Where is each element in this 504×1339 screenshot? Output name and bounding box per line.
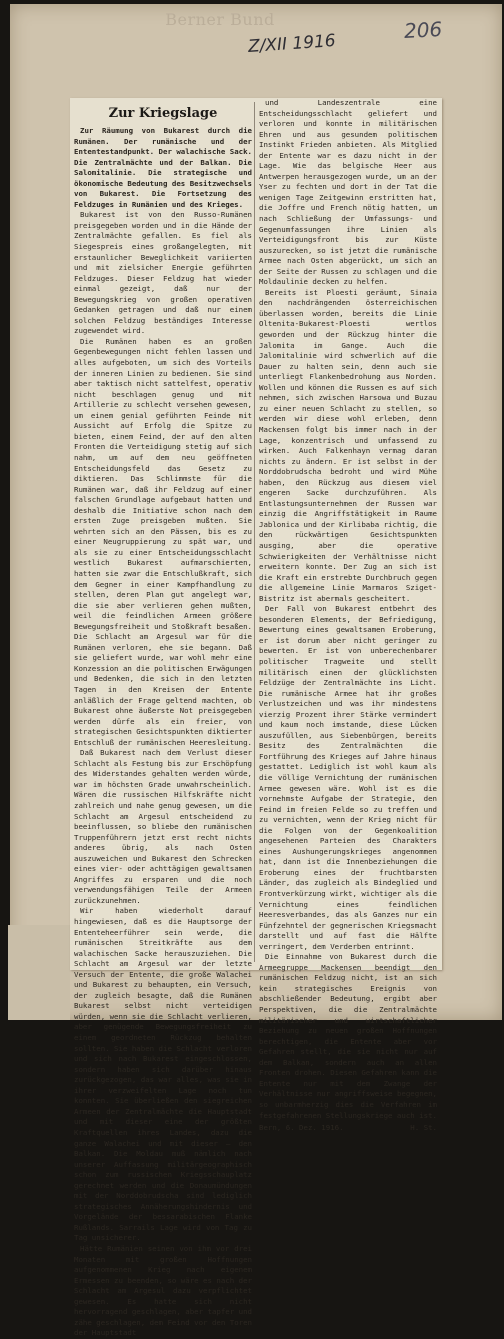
article-paragraph: Wir haben wiederholt darauf hingewiesen, daß es die Hauptsorge der Ententeheerführer sein werde, die rumänischen Streitkräfte aus dem walachischen Sacke herauszuziehen. Die Schlacht am Argesul war der letzte Versuch der Entente, die große Walachei und Bukarest zu behaupten, ein Versuch, der zugleich besagte, daß die Rumänen Bukarest selbst nicht verteidigen würden, wenn sie die Schlacht verlieren, aber genügende Bewegungsfreiheit zu einem geordneten Rückzug behalten sollten. Sie haben die Schlacht verloren und sich nach Bukarest eingeschlossen, sondern haben sich darüber hinaus zurückgezogen, das war alles, was sie in ihrer verzweifelten Lage noch tun konnten. Sie überließen den siegreichen Armeen der Zentralmächte die Hauptstadt und mit dieser eine der größten Kraftquellen ihres Landes, dazu die ganze Walachei und mit dieser — den Balkan. Die Moldau muß nämlich nach unserer Auffassung militärgeographisch schon zum russischen Kriegsschauplatz gerechnet werden und die Donaumündungen mit der Norddobrudscha sind lediglich strategisches Annäherungshindernis und Vorgelände der bessarabischen Flanke Rußlands. Sarrails Lage wird von Tag zu Tag unsicherer. [74,906,252,1243]
column-divider [254,102,255,962]
newspaper-masthead: Berner Bund [165,10,275,29]
article-paragraph: Der Fall von Bukarest entbehrt des besonderen Elements, der Befriedigung, Bewertung eines gewaltsamen Eroberung, er ist dorum aber nicht geringer zu bewerten. Er ist von unberechenbarer politischer Tragweite und stellt militärisch einen der glücklichsten Feldzüge der Zentralmächte ins Licht. Die rumänische Armee hat ihr großes Verlustzeichen und was ihr mindestens vierzig Prozent ihrer Stärke vermindert und kaum noch imstande, diese Lücken auszufüllen, aus Siebenbürgen, bereits Besitz des Zentralmächten die Fortführung des Krieges auf Jahre hinaus gestattet. Lediglich ist wohl kaum als die völlige Vernichtung der rumänischen Armee gewesen wäre. Wohl ist es die vornehmste Aufgabe der Strategie, den Feind im freien Felde so zu treffen und zu vernichten, wenn der Krieg nicht für die Folgen von der Gegenkoalition angesehenen Parteien des Charakters eines Aushungerungskrieges angenommen hat, dann ist die Innenbeziehungen die Eroberung eines der fruchtbarsten Länder, das zugleich als Bindeglied und Frontverkürzung wirkt, wichtiger als die Vernichtung eines feindlichen Heeresverbandes, das als Ganzes nur ein Fünfzehntel der gegnerischen Kriegsmacht darstellt und auf fast die Hälfte verringert, dem Verderben entrinnt. [259,604,437,951]
article-paragraph: Bukarest ist von den Russo-Rumänen preisgegeben worden und in die Hände der Zentralmächte gefallen. Es fiel als Siegespreis eines großangelegten, mit erstaunlicher Beweglichkeit variierten und mit zielsicher Energie geführten Feldzuges. Dieser Feldzug hat wieder einmal gezeigt, daß nur der Bewegungskrieg von großen operativen Gedanken getragen und daß nur einem solchen Feldzug beständiges Interesse zugewendet wird. [74,210,252,336]
newspaper-clipping [70,98,442,1338]
article-author: H. St. [410,1123,437,1133]
article-paragraph: Die Einnahme von Bukarest durch die Armeegruppe Mackensen beendigt den rumänischen Feldzug nicht, ist an sich kein strategisches Ereignis von abschließender Bedeutung, ergibt aber Perspektiven, die die Zentralmächte militärischer und wirtschaftlicher Beziehung zu neuen großen Hoffnungen berechtigen, die Entente aber vor Gefahren stellt, die sie nicht nur auf dem Balkan, sondern auch an allen Fronten drohen. Diesen Gefahren kann die Entente nur mit dem Zwange der Verhältnisse nur angriffsweise begegnen, so unbarmherzig dies die Verfahren im festgefahrenen Stellungskriege auch ist. [259,952,437,1120]
article-paragraph: Die Rumänen haben es an großen Gegenbewegungen nicht fehlen lassen und alles aufgeboten, um sich des Vorteils der inneren Linien zu bedienen. Sie sind aber taktisch nicht sattelfest, operativ nicht beschlagen genug und mit Artillerie zu schlecht versehen gewesen, um einem genial geführten Feinde mit Aussicht auf Erfolg die Spitze zu bieten, einem Feind, der auf den alten Fronten die Verteidigung stetig auf sich nahm, um auf dem neu geöffneten Entscheidungsfeld das Gesetz zu diktieren. Das Schlimmste für die Rumänen war, daß ihr Feldzug auf einer falschen Grundlage aufgebaut hatten und deshalb die Initiative schon nach dem ersten Zuge preisgeben mußten. Sie wehrten sich an den Pässen, bis es zu einer Neugruppierung zu spät war, und als sie zu einer Entscheidungsschlacht westlich Bukarest aufmarschierten, hatten sie zwar die Entschlußkraft, sich dem Gegner in einer Kampfhandlung zu stellen, deren Plan gut angelegt war, die sie aber verlieren gehen mußten, weil die feindlichen Armeen größere Bewegungsfreiheit und Stoßkraft besaßen. Die Schlacht am Argesul war für die Rumänen verloren, ehe sie begann. Daß sie geliefert wurde, war wohl mehr eine Konzession an die politischen Erwägungen und Bedenken, die sich in den letzten Tagen in den Kreisen der Entente anläßlich der Frage geltend machten, ob Bukarest ohne äußerste Not preisgegeben werden dürfe als ein freier, von strategischen Gesichtspunkten diktierter Entschluß der rumänischen Heeresleitung. [74,336,252,747]
article-paragraph: Daß Bukarest nach dem Verlust dieser Schlacht als Festung bis zur Erschöpfung des Widerstandes gehalten werden würde, war im höchsten Grade unwahrscheinlich. Wären die russischen Hilfskräfte nicht zahlreich und nahe genug gewesen, um die Schlacht am Argesul entscheidend zu beeinflussen, so bliebe den rumänischen Truppenführern jetzt erst recht nichts anderes übrig, als nach Osten auszuweichen und Bukarest den Schrecken eines vier- oder achttägigen gewaltsamen Angriffes zu ersparen und die noch verwendungsfähigen Teile der Armeen zurückzunehmen. [74,748,252,905]
handwritten-date: Z/XII 1916 [247,30,337,58]
article-paragraph: Hätte Rumänien seinen von ihm vor drei Monaten mit großen Hoffnungen aufgenommenen Krieg nach eigenem Ermessen zu beenden, so wäre es nach der Schlacht am Argesul dazu verpflichtet gewesen. Es hatte sich nicht hervorragend geschlagen, aber tapfer und zähe geschlagen, dem Feind vor den Toren der Hauptstadt [74,1243,252,1338]
article-column-right [259,98,437,1133]
article-dateline: Bern, 6. Dez. 1916. [259,1123,344,1133]
page-edge-tab [8,925,70,1020]
article-lead: Zur Räumung von Bukarest durch die Rumänen. Der rumänische und der Ententestandpunkt. Der walachische Sack. Die Zentralmächte und der Balkan. Die Salomitalinie. Die strategische und ökonomische Bedeutung des Besitzwechsels von Bukarest. Die Fortsetzung des Feldzuges in Rumänien und des Krieges. [74,126,252,209]
article-paragraph: Bereits ist Ploesti geräumt, Sinaia den nachdrängenden österreichischen überlassen worden, bereits die Linie Oltenita-Bukarest-Ploesti wertlos geworden und der Rückzug hinter die Jalomita im Gange. Auch die Jalomitalinie wird schwerlich auf die Dauer zu halten sein, denn auch sie unterliegt Flankenbedrohung aus Norden. Wollen und können die Russen es auf sich nehmen, sich zwischen Harsowa und Buzau zu einer neuen Schlacht zu stellen, so werden wir diese wohl erleben, denn Mackensen folgt bis immer nach in der Lage, konzentrisch und umfassend zu wirken. Auch Falkenhayn vermag daran nichts zu ändern. Er ist selbst in der Norddobrudscha bedroht und wird Mühe haben, den Rückzug aus diesem viel engeren Sacke durchzuführen. Als Entlastungsunternehmen der Russen war einzig die Angriffstätigkeit im Raume Jablonica und der Kirlibaba richtig, die den rückwärtigen Gesichtspunkten ausging, aber die operative Schwierigkeiten der Verhältnisse nicht erweitern konnte. Der Zug an sich ist die Kraft ein erstrebte Durchbruch gegen die allgemeine Linie Marmaros Sziget-Bistritz ist abermals gescheitert. [259,287,437,603]
handwritten-page-number: 206 [403,17,443,43]
article-title: Zur Kriegslage [108,106,218,121]
article-paragraph: und Landeszentrale eine Entscheidungsschlacht geliefert und verloren und konnte in militärischen Ehren und aus gesundem politischem Instinkt Frieden anbieten. Als Mitglied der Entente war es dazu nicht in der Lage. Wie das belgische Heer aus Antwerpen herausgezogen wurde, um an der Yser zu fechten und dort in der Tat die wenigen Tage Zeitgewinn erstritten hat, die Joffre und French nötig hatten, um nach Schließung der Umfassungs- und Gegenumfassungen ihre Linien als Verteidigungsfront bis zur Küste auszurecken, so ist jetzt die rumänische Armee nach Osten abgerückt, um sich an der Seite der Russen zu schlagen und die Moldaulinie decken zu helfen. [259,98,437,287]
article-column-left [74,98,252,1338]
article-signoff [259,1123,437,1134]
